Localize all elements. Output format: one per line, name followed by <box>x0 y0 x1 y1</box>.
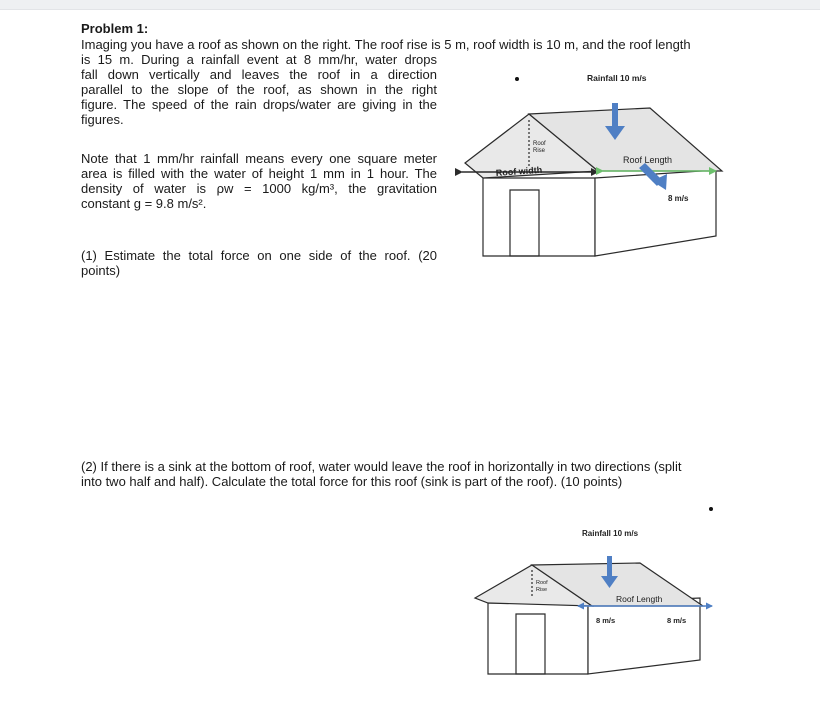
runoff-speed-label: 8 m/s <box>668 194 689 203</box>
question-2-line: into two half and half). Calculate the total force for this roof (sink is part of the roof). (10 points) <box>81 474 623 489</box>
intro-line: parallel to the slope of the roof, as shown in the right <box>81 82 437 97</box>
question-1-line: (1) Estimate the total force on one side of the roof. (20 <box>81 248 437 263</box>
problem-title: Problem 1: <box>81 21 149 36</box>
roof-width-label: Roof width <box>495 164 543 178</box>
intro-line: fall down vertically and leaves the roof in a direction <box>81 67 437 82</box>
note-line: constant g = 9.8 m/s². <box>81 196 207 211</box>
rainfall-label: Rainfall 10 m/s <box>582 529 639 538</box>
roof-rise-label: Roof <box>533 141 546 147</box>
intro-line: figure. The speed of the rain drops/water are giving in the <box>81 97 437 112</box>
outflow-speed-right-label: 8 m/s <box>667 616 687 625</box>
problem-intro-line-1: Imaging you have a roof as shown on the right. The roof rise is 5 m, roof width is 10 m, and the roof length <box>81 37 691 52</box>
roof-length-label: Roof Length <box>623 155 673 165</box>
rainfall-label: Rainfall 10 m/s <box>587 73 647 83</box>
house-side-wall <box>588 598 700 674</box>
roof-rise-label: Rise <box>536 587 548 593</box>
roof-length-label: Roof Length <box>616 594 663 604</box>
question-2-line: (2) If there is a sink at the bottom of roof, water would leave the roof in horizontally in two directions (split <box>81 459 682 474</box>
intro-line: is 15 m. During a rainfall event at 8 mm/hr, water drops <box>81 52 437 67</box>
note-line: density of water is ρw = 1000 kg/m³, the gravitation <box>81 181 437 196</box>
roof-rise-label: Rise <box>533 148 546 154</box>
roof-rise-label: Roof <box>536 580 548 586</box>
note-line: Note that 1 mm/hr rainfall means every one square meter <box>81 151 437 166</box>
question-1-line: points) <box>81 263 121 278</box>
intro-line: figures. <box>81 112 124 127</box>
note-line: area is filled with the water of height 1 mm in 1 hour. The <box>81 166 437 181</box>
outflow-speed-left-label: 8 m/s <box>596 616 616 625</box>
